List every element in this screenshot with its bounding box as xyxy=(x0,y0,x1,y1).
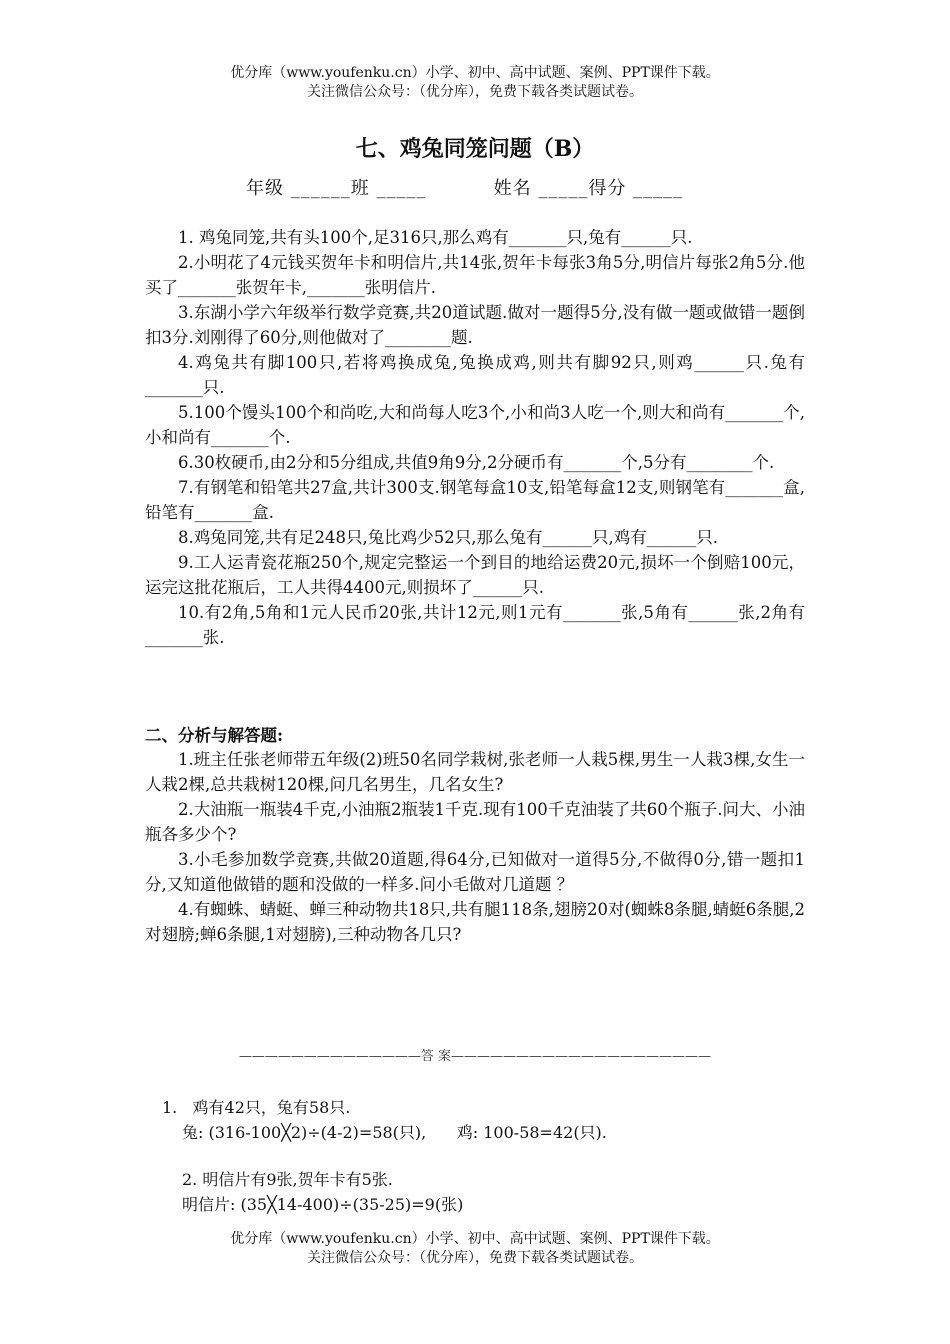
fill-in-questions xyxy=(145,225,805,650)
footer-line-1: 优分库（www.youfenku.cn）小学、初中、高中试题、案例、PPT课件下载。 xyxy=(230,1231,720,1247)
fill-question-1: 1. 鸡兔同笼,共有头100个,足316只,那么鸡有_______只,兔有______只. xyxy=(178,228,693,247)
answer-1-calc: 兔: (316-100╳2)÷(4-2)=58(只), 鸡: 100-58=42(只). xyxy=(182,1123,607,1142)
page-title: 七、鸡兔同笼问题（B） xyxy=(355,136,595,162)
analysis-question-3: 3.小毛参加数学竞赛,共做20道题,得64分,已知做对一道得5分,不做得0分,错一题扣1分,又知道他做错的题和没做的一样多.问小毛做对几道题 ？ xyxy=(145,850,805,894)
fill-question-9: 9.工人运青瓷花瓶250个,规定完整运一个到目的地给运费20元,损坏一个倒赔100元，运完这批花瓶后，工人共得4400元,则损坏了______只. xyxy=(145,553,805,597)
fill-question-6: 6.30枚硬币,由2分和5分组成,共值9角9分,2分硬币有_______个,5分有________个. xyxy=(178,453,775,472)
student-info-line: 年级 ______班 _____ 姓名 _____得分 _____ xyxy=(246,178,684,199)
fill-question-4: 4.鸡兔共有脚100只,若将鸡换成兔,兔换成鸡,则共有脚92只,则鸡______只.兔有_______只. xyxy=(145,353,805,397)
page-header xyxy=(0,64,950,102)
answer-1-head: 1. 鸡有42只，兔有58只. xyxy=(162,1098,351,1117)
footer-line-2: 关注微信公众号：（优分库），免费下载各类试题试卷。 xyxy=(307,1250,643,1266)
header-line-2: 关注微信公众号：（优分库），免费下载各类试题试卷。 xyxy=(307,84,643,100)
fill-question-3: 3.东湖小学六年级举行数学竞赛,共20道试题.做对一题得5分,没有做一题或做错一题倒扣3分.刘刚得了60分,则他做对了________题. xyxy=(145,303,805,347)
section-2-title: 二、分析与解答题: xyxy=(145,726,284,745)
analysis-question-1: 1.班主任张老师带五年级(2)班50名同学栽树,张老师一人栽5棵,男生一人栽3棵,女生一人栽2棵,总共栽树120棵,问几名男生，几名女生? xyxy=(145,750,805,794)
fill-question-5: 5.100个馒头100个和尚吃,大和尚每人吃3个,小和尚3人吃一个,则大和尚有_______个,小和尚有_______个. xyxy=(145,403,805,447)
analysis-question-2: 2.大油瓶一瓶装4千克,小油瓶2瓶装1千克.现有100千克油装了共60个瓶子.问大、小油瓶各多少个? xyxy=(145,800,805,844)
fill-question-8: 8.鸡兔同笼,共有足248只,兔比鸡少52只,那么兔有______只,鸡有______只. xyxy=(178,528,718,547)
answer-2-calc: 明信片: (35╳14-400)÷(35-25)=9(张) xyxy=(182,1195,464,1214)
page-footer xyxy=(0,1230,950,1268)
analysis-question-4: 4.有蜘蛛、蜻蜓、蝉三种动物共18只,共有腿118条,翅膀20对(蜘蛛8条腿,蜻蜓6条腿,2对翅膀;蝉6条腿,1对翅膀),三种动物各几只? xyxy=(145,900,805,944)
fill-question-10: 10.有2角,5角和1元人民币20张,共计12元,则1元有_______张,5角有______张,2角有_______张. xyxy=(145,603,805,647)
answer-2-head: 2. 明信片有9张,贺年卡有5张. xyxy=(182,1170,393,1189)
header-line-1: 优分库（www.youfenku.cn）小学、初中、高中试题、案例、PPT课件下载。 xyxy=(230,65,720,81)
fill-question-7: 7.有钢笔和铅笔共27盒,共计300支.钢笔每盒10支,铅笔每盒12支,则钢笔有_______盒,铅笔有_______盒. xyxy=(145,478,805,522)
fill-question-2: 2.小明花了4元钱买贺年卡和明信片,共14张,贺年卡每张3角5分,明信片每张2角5分.他买了_______张贺年卡,_______张明信片. xyxy=(145,253,805,297)
answer-section xyxy=(162,1095,802,1217)
answer-divider: ——————————————答 案———————————————————— xyxy=(238,1049,712,1064)
analysis-questions xyxy=(145,747,805,947)
